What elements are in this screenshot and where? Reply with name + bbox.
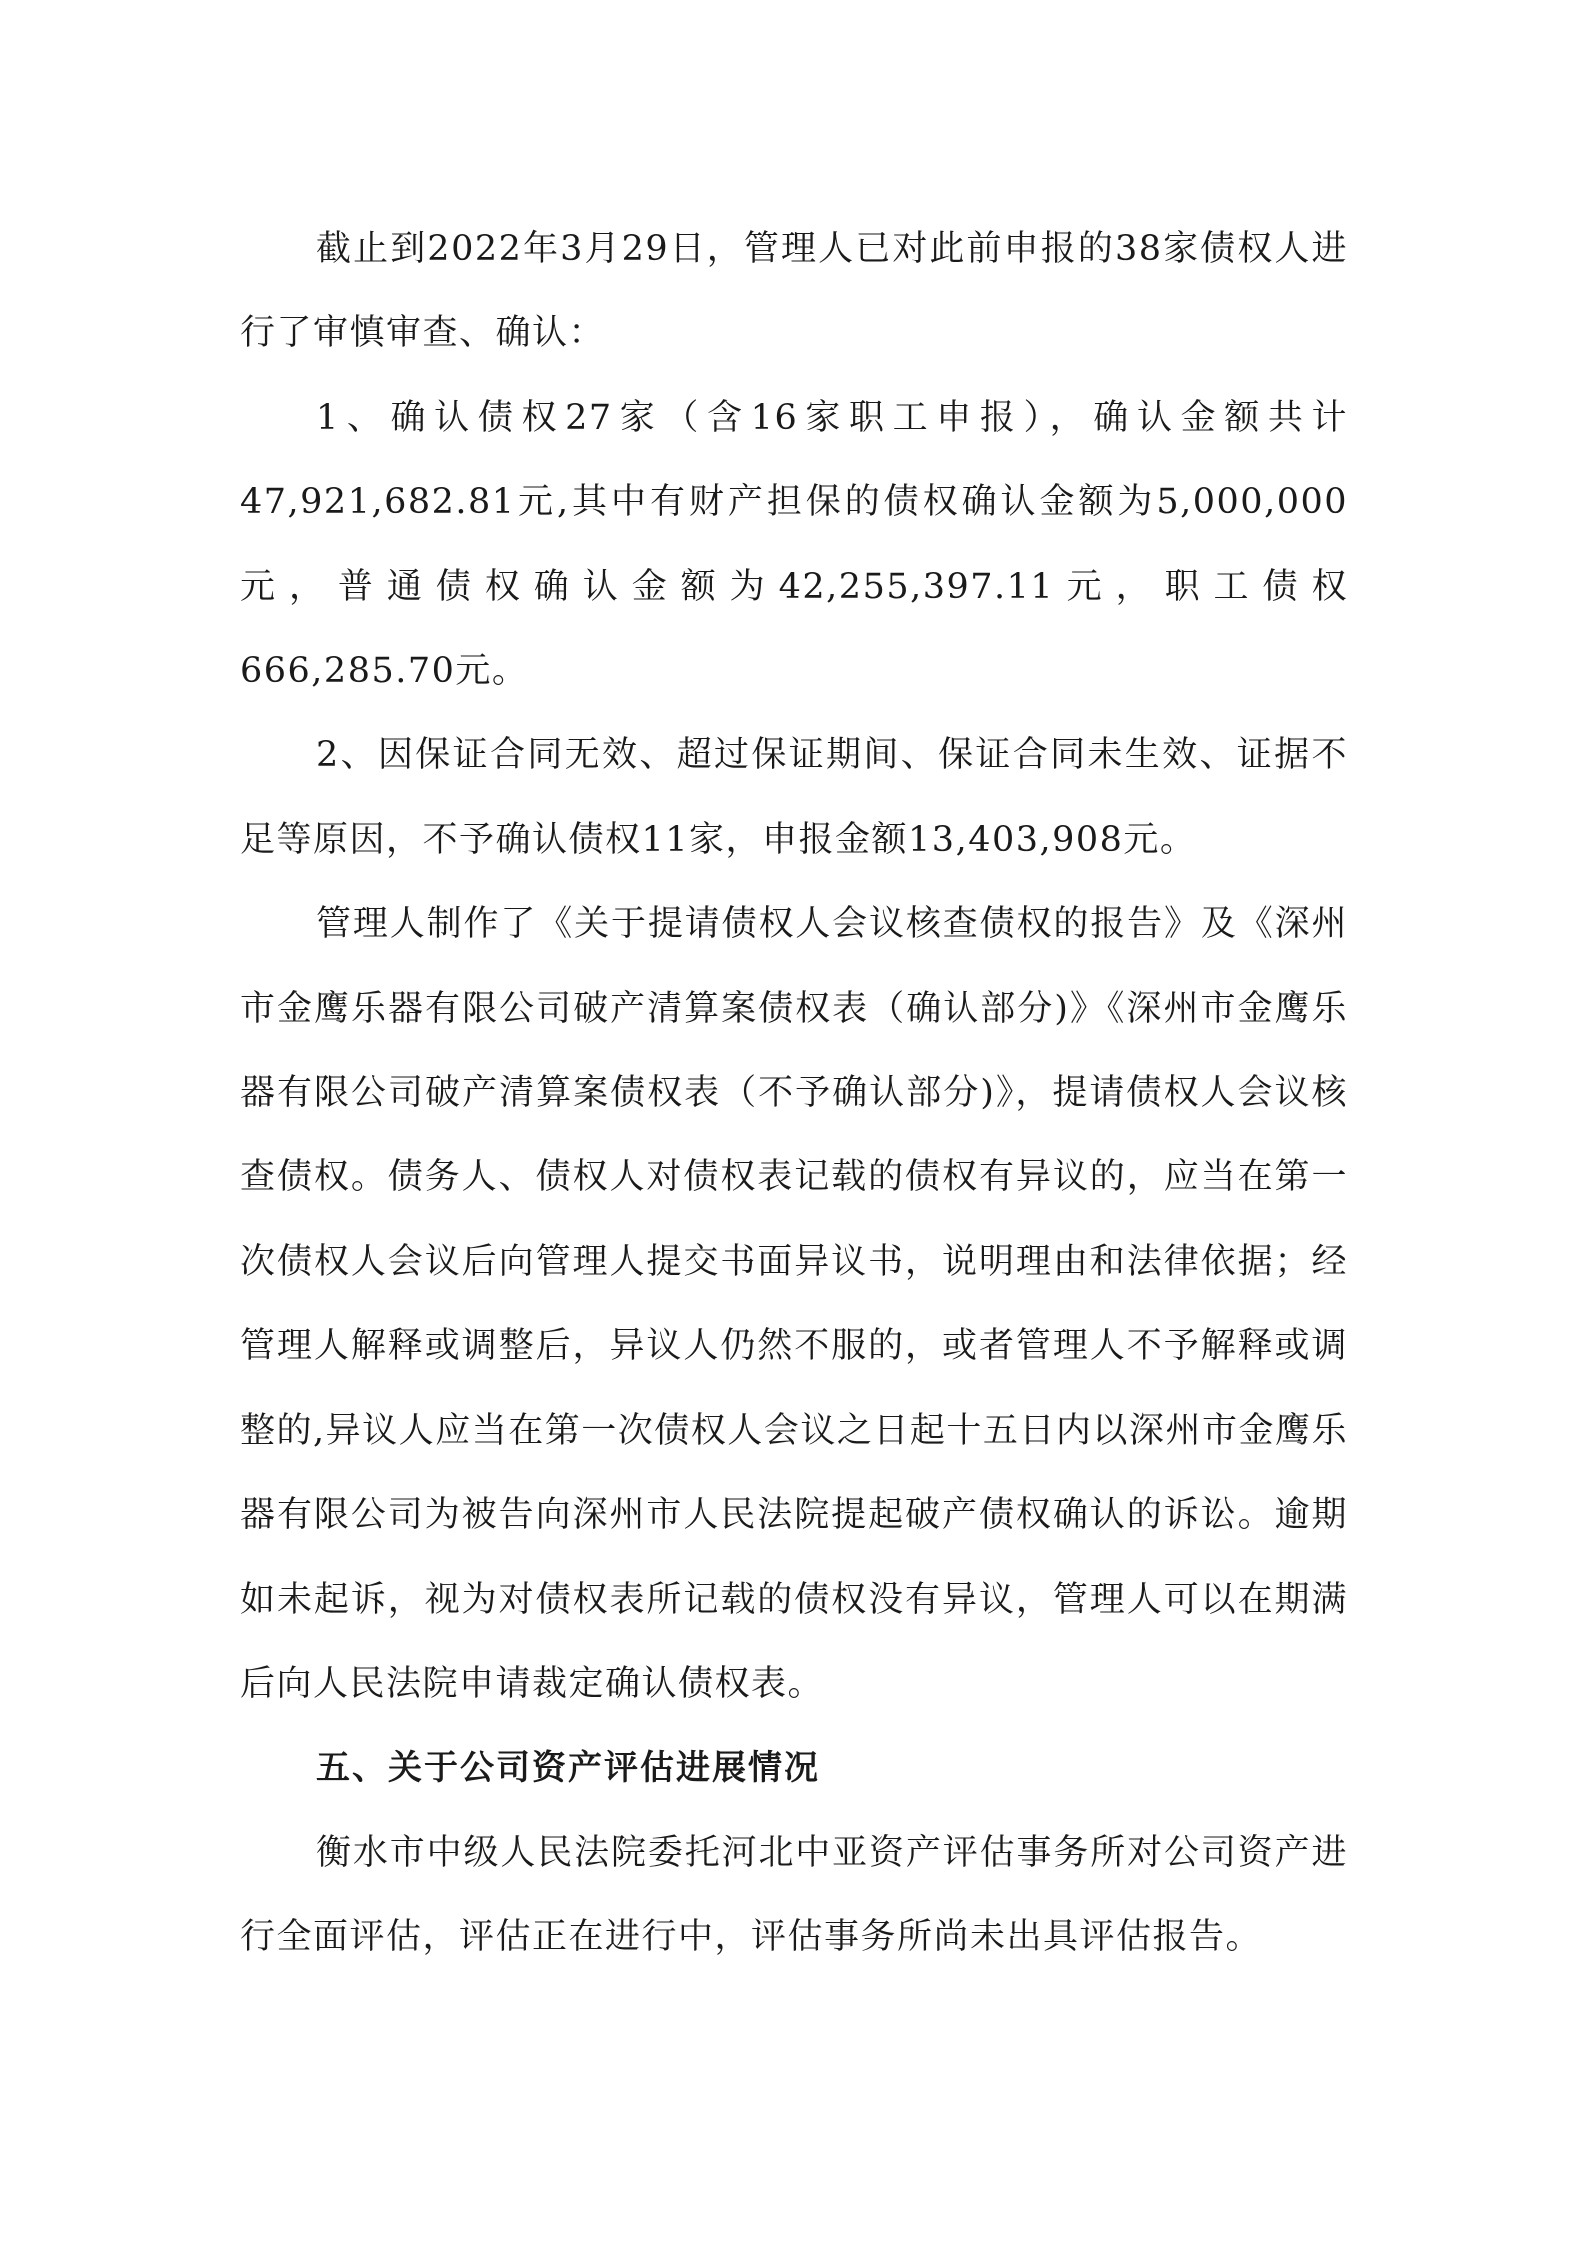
paragraph-asset-evaluation: 衡水市中级人民法院委托河北中亚资产评估事务所对公司资产进行全面评估，评估正在进行中，评估事务所尚未出具评估报告。 [240,1832,1348,1958]
paragraph-rejected-claims: 2、因保证合同无效、超过保证期间、保证合同未生效、证据不足等原因，不予确认债权11家，申报金额13,403,908元。 [240,735,1348,860]
paragraph-claims-summary: 截止到2022年3月29日，管理人已对此前申报的38家债权人进行了审慎审查、确认： [240,229,1348,354]
section-heading-asset-evaluation: 五、关于公司资产评估进展情况 [316,1748,820,1789]
paragraph-confirmed-claims: 1、确认债权27家（含16家职工申报），确认金额共计47,921,682.81元,其中有财产担保的债权确认金额为5,000,000元，普通债权确认金额为42,255,397.11元，职工债权666,285.70元。 [240,397,1348,692]
document-body [240,207,1348,1980]
paragraph-claim-review-procedure: 管理人制作了《关于提请债权人会议核查债权的报告》及《深州市金鹰乐器有限公司破产清算案债权表（确认部分)》《深州市金鹰乐器有限公司破产清算案债权表（不予确认部分)》，提请债权人会议核查债权。债务人、债权人对债权表记载的债权有异议的，应当在第一次债权人会议后向管理人提交书面异议书，说明理由和法律依据；经管理人解释或调整后，异议人仍然不服的，或者管理人不予解释或调整的,异议人应当在第一次债权人会议之日起十五日内以深州市金鹰乐器有限公司为被告向深州市人民法院提起破产债权确认的诉讼。逾期如未起诉，视为对债权表所记载的债权没有异议，管理人可以在期满后向人民法院申请裁定确认债权表。 [240,904,1348,1704]
